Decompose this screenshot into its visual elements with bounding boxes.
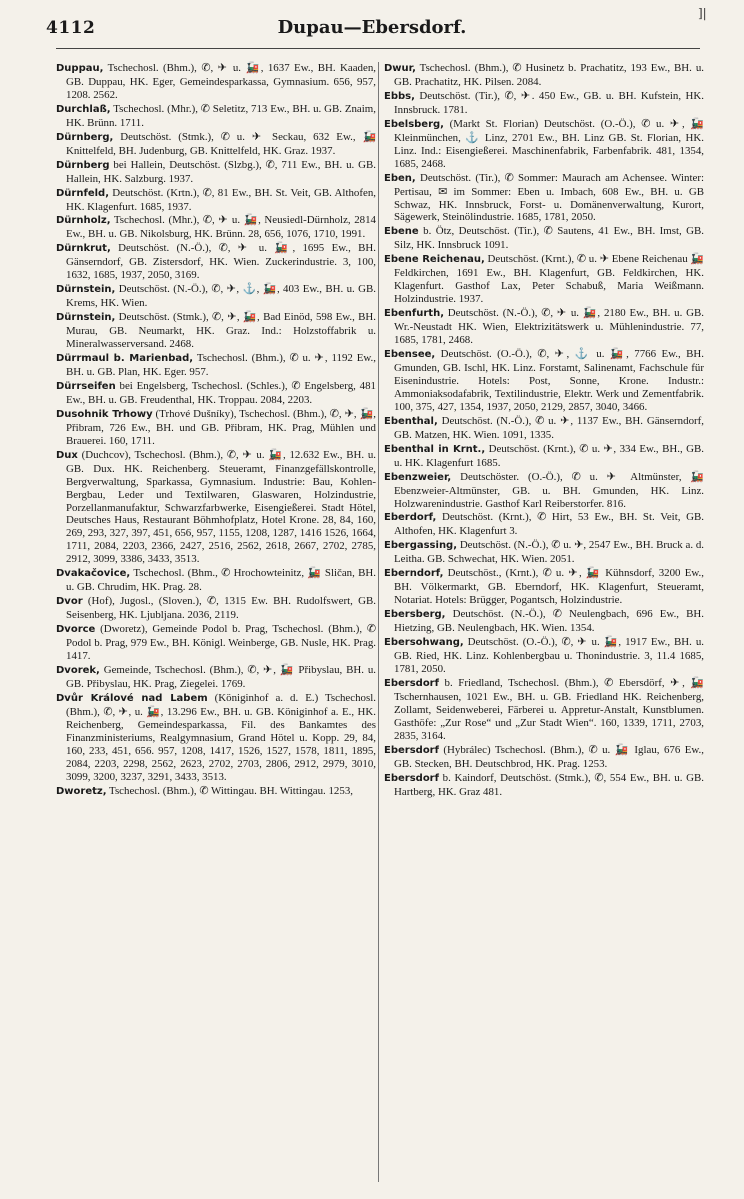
gazetteer-entry [56, 311, 376, 351]
entry-text: (Hof), Jugosl., (Sloven.), ✆, 1315 Ew. BH. Rudolfswert, GB. Seisenberg, HK. Ljubljana. 2036, 2119. [66, 595, 376, 622]
gazetteer-entry [384, 636, 704, 676]
gazetteer-entry [56, 352, 376, 379]
entry-text: Deutschöster. (O.-Ö.), ✆ u. ✈ Altmünster, 🚂 Ebenzweier-Altmünster, GB. u. BH. Gmunden, HK. Linz. Holzwarenindustrie. Gasthof Karl Reiberstorfer. 816. [394, 470, 704, 510]
entry-headword: Dürnberg [56, 159, 110, 171]
gazetteer-entry [56, 103, 376, 130]
entry-headword: Dux [56, 449, 78, 461]
entry-headword: Dvorek, [56, 664, 100, 676]
gazetteer-entry [56, 283, 376, 310]
entry-text: b. Kaindorf, Deutschöst. (Stmk.), ✆, 554 Ew., BH. u. GB. Hartberg, HK. Graz 481. [394, 771, 704, 798]
entry-headword: Dusohnik Trhowy [56, 408, 153, 420]
entry-headword: Duppau, [56, 63, 104, 74]
gazetteer-entry [384, 677, 704, 743]
gazetteer-entry [56, 380, 376, 407]
entry-text: (Markt St. Florian) Deutschöst. (O.-Ö.), ✆ u. ✈, 🚂 Kleinmünchen, ⚓ Linz, 2701 Ew., BH. Linz GB. St. Florian, HK. Linz. Ind.: Eisengießerei. Maschinenfabrik, Farbenfabrik. 481, 1354, 1685, 2468. [394, 117, 704, 170]
entry-headword: Dürnstein, [56, 284, 116, 296]
entry-headword: Ebene Reichenau, [384, 254, 485, 266]
gazetteer-entry [384, 225, 704, 252]
entry-text: Gemeinde, Tschechosl. (Bhm.), ✆, ✈, 🚂 Přibyslau, BH. u. GB. Přibyslau, HK. Prag, Ziegelei. 1769. [66, 663, 376, 690]
entry-text: (Trhové Dušníky), Tschechosl. (Bhm.), ✆, ✈, 🚂, Přibram, 726 Ew., BH. und GB. Přibram, HK. Prag, Mühlen und Brauerei. 160, 1711. [66, 407, 376, 447]
entry-headword: Dürnfeld, [56, 187, 109, 199]
entry-text: Deutschöst. (Krnt.), ✆ u. ✈ Ebene Reichenau 🚂 Feldkirchen, 1691 Ew., BH. Klagenfurt, GB. Feldkirchen, HK. Klagenfurt. Gasthof Lax, Peter Schabuß, Maria Weißmann. Holzindustrie. 1937. [394, 253, 704, 306]
entry-headword: Ebenzweier, [384, 471, 452, 483]
entry-text: Deutschöst. (N.-Ö.), ✆, ✈, ⚓, 🚂, 403 Ew., BH. u. GB. Krems, HK. Wien. [66, 283, 376, 310]
right-column [384, 62, 704, 799]
corner-marks: ]| [698, 6, 707, 20]
entry-headword: Ebensee, [384, 349, 436, 361]
page-title: Dupau—Ebersdorf. [277, 17, 467, 38]
entry-text: Tschechosl. (Bhm., ✆ Hrochowteinitz, 🚂 Sličan, BH. u. GB. Chrudim, HK. Prag. 28. [66, 567, 376, 594]
entry-headword: Dürrseifen [56, 380, 116, 392]
entry-headword: Eben, [384, 172, 416, 184]
entry-headword: Ebergassing, [384, 540, 458, 552]
entry-text: Deutschöst., (Krnt.), ✆ u. ✈, 🚂 Kühnsdorf, 3200 Ew., BH. Völkermarkt, GB. Eberndorf, HK. Klagenfurt, Steueramt, Notariat. Hotels: Brügger, Pogantsch, Holzindustrie. [394, 567, 704, 607]
gazetteer-entry [384, 511, 704, 538]
entry-headword: Ebersberg, [384, 609, 446, 621]
entry-headword: Dürnholz, [56, 215, 111, 227]
entry-headword: Ebenthal in Krnt., [384, 443, 486, 455]
entry-text: Deutschöst. (Krnt.), ✆ u. ✈, 334 Ew., BH., GB. u. HK. Klagenfurt 1685. [394, 442, 704, 469]
entry-text: Deutschöst. (Tir.), ✆, ✈. 450 Ew., GB. u. BH. Kufstein, HK. Innsbruck. 1781. [394, 89, 704, 116]
gazetteer-entry [56, 664, 376, 691]
entry-text: (Dworetz), Gemeinde Podol b. Prag, Tschechosl. (Bhm.), ✆ Podol b. Prag, 979 Ew., BH. Königl. Weinberge, GB. Nusle, HK. Prag. 1417. [66, 623, 376, 662]
entry-headword: Dürnstein, [56, 312, 116, 324]
gazetteer-entry [384, 415, 704, 442]
gazetteer-entry [56, 785, 376, 799]
gazetteer-entry [384, 608, 704, 635]
gazetteer-entry [56, 62, 376, 102]
entry-text: Deutschöst. (N.-Ö.), ✆ u. ✈, 1137 Ew., BH. Gänserndorf, GB. Matzen, HK. Wien. 1091, 1335. [394, 414, 704, 441]
entry-headword: Ebelsberg, [384, 118, 444, 130]
entry-text: Tschechosl. (Mhr.), ✆, ✈ u. 🚂, Neusiedl-Dürnholz, 2814 Ew., BH. u. GB. Nikolsburg, HK. Brünn. 28, 656, 1076, 1710, 1991. [66, 214, 376, 241]
entry-headword: Dürnberg, [56, 131, 114, 143]
gazetteer-entry [56, 214, 376, 241]
gazetteer-entry [56, 131, 376, 158]
entry-text: Deutschöst. (Stmk.), ✆ u. ✈ Seckau, 632 Ew., 🚂 Knittelfeld, BH. Judenburg, GB. Knittelfeld, HK. Graz. 1937. [66, 130, 376, 157]
entry-headword: Eberdorf, [384, 512, 437, 524]
entry-headword: Ebenfurth, [384, 308, 444, 320]
entry-headword: Dvůr Králové nad Labem [56, 692, 208, 704]
gazetteer-entry [384, 772, 704, 799]
entry-text: Deutschöst. (Krnt.), ✆ Hirt, 53 Ew., BH. St. Veit, GB. Althofen, HK. Klagenfurt 3. [394, 511, 704, 538]
gazetteer-entry [384, 90, 704, 117]
entry-text: Deutschöst. (O.-Ö.), ✆, ✈ u. 🚂, 1917 Ew., BH. u. GB. Ried, HK. Linz. Kohlenbergbau u. Thonindustrie. 3, 11.4 1685, 1781, 2050. [394, 636, 704, 675]
gazetteer-entry [384, 443, 704, 470]
page-number: 4112 [46, 18, 96, 38]
entry-headword: Ebene [384, 226, 419, 238]
gazetteer-entry [384, 62, 704, 89]
left-column [56, 62, 376, 799]
entry-text: Deutschöst. (O.-Ö.), ✆, ✈, ⚓ u. 🚂, 7766 Ew., BH. Gmunden, GB. Ischl, HK. Linz. Forstamt, Salinenamt, Fachschule für Eisenindustrie. Hotels: Post, Sonne, Krone. Industr.: Ammoniaksodafabrik, Textilindustrie, Elektr. Werk und Zementfabrik. 100, 375, 427, 1354, 1937, 2050, 2129, 2857, 3040, 3466. [394, 348, 704, 413]
entry-text: b. Ötz, Deutschöst. (Tir.), ✆ Sautens, 41 Ew., BH. Imst, GB. Silz, HK. Innsbruck 1091. [394, 225, 704, 252]
entry-text: Deutschöst. (N.-Ö.), ✆, ✈ u. 🚂, 2180 Ew., BH. u. GB. Wr.-Neustadt HK. Wien, Elektrizitätswerk u. Mühlenindustrie. 77, 1685, 1781, 2468. [394, 307, 704, 347]
gazetteer-entry [384, 744, 704, 771]
gazetteer-entry [56, 623, 376, 663]
header-rule [56, 48, 700, 49]
entry-text: Deutschöst. (Krtn.), ✆, 81 Ew., BH. St. Veit, GB. Althofen, HK. Klagenfurt. 1685, 1937. [66, 186, 376, 213]
entry-headword: Dwur, [384, 63, 416, 74]
entry-text: Deutschöst. (N.-Ö.), ✆ Neulengbach, 696 Ew., BH. Hietzing, GB. Neulengbach, HK. Wien. 1354. [394, 608, 704, 635]
gazetteer-entry [56, 595, 376, 622]
gazetteer-entry [384, 307, 704, 347]
entry-text: (Königinhof a. d. E.) Tschechosl. (Bhm.), ✆, ✈, u. 🚂, 13.296 Ew., BH. u. GB. Königinhof a. E., HK. Reichenberg, Gemeindesparkassa, Fil. des Bankamtes des Finanzministeriums, Realgymnasium, Grand Hötel u. Kopp. 29, 84, 160, 233, 451, 656. 957, 1208, 1417, 1526, 1527, 1578, 1811, 1895, 2084, 2203, 2298, 2562, 2623, 2702, 2703, 2806, 2912, 2979, 3010, 3099, 3200, 3237, 3291, 3433, 3513. [66, 691, 376, 783]
gazetteer-entry [56, 408, 376, 448]
gazetteer-entry [56, 159, 376, 186]
entry-headword: Ebbs, [384, 90, 415, 102]
entry-headword: Dürnkrut, [56, 243, 111, 255]
entry-text: b. Friedland, Tschechosl. (Bhm.), ✆ Ebersdörf, ✈, 🚂 Tschernhausen, 1021 Ew., BH. u. GB. Friedland HK. Reichenberg, Zollamt, Seidenweberei, Färberei u. Appretur-Anstalt, Kunstblumen. Gasthöfe: „Zur Rose“ und „Zur Stadt Wien“. 160, 1339, 1711, 2703, 2835, 3164. [394, 676, 704, 742]
entry-headword: Dürrmaul b. Marienbad, [56, 353, 194, 365]
gazetteer-entry [384, 172, 704, 225]
gazetteer-entry [384, 539, 704, 566]
entry-headword: Ebersohwang, [384, 637, 464, 649]
entry-text: Deutschöst. (Tir.), ✆ Sommer: Maurach am Achensee. Winter: Pertisau, ✉ im Sommer: Eben u. Imbach, 608 Ew., BH. u. GB Schwaz, HK. Innsbruck, Forst- u. Domänenverwaltung, Kurort, Sägewerk, Steinölindustrie. 1685, 1781, 2050. [394, 171, 704, 224]
entry-text: Tschechosl. (Bhm.), ✆ Wittingau. BH. Wittingau. 1253, [106, 784, 353, 797]
entry-headword: Dvakačovice, [56, 568, 131, 580]
entry-text: (Hybrálec) Tschechosl. (Bhm.), ✆ u. 🚂 Iglau, 676 Ew., GB. Stecken, BH. Deutschbrod, HK. Prag. 1253. [394, 743, 704, 770]
entry-headword: Ebenthal, [384, 415, 438, 427]
entry-text: Deutschöst. (N.-Ö.), ✆, ✈ u. 🚂, 1695 Ew., BH. Gänserndorf, GB. Zistersdorf, HK. Wien. Zuckerindustrie. 3, 100, 1632, 1685, 1937, 2050, 3169. [66, 242, 376, 282]
entry-text: Deutschöst. (N.-Ö.), ✆ u. ✈, 2547 Ew., BH. Bruck a. d. Leitha. GB. Schwechat, HK. Wien. 2051. [394, 539, 704, 566]
entry-headword: Ebersdorf [384, 677, 439, 689]
gazetteer-entry [384, 253, 704, 306]
entry-headword: Ebersdorf [384, 772, 439, 784]
column-divider [378, 62, 379, 1182]
entry-headword: Dvorce [56, 624, 96, 636]
entry-text: Tschechosl. (Bhm.), ✆ u. ✈, 1192 Ew., BH. u. GB. Plan, HK. Eger. 957. [66, 352, 377, 378]
entry-text: Tschechosl. (Bhm.), ✆ Husinetz b. Prachatitz, 193 Ew., BH. u. GB. Prachatitz, HK. Pilsen. 2084. [394, 62, 704, 88]
gazetteer-entry [56, 242, 376, 282]
gazetteer-entry [384, 471, 704, 511]
gazetteer-entry [56, 692, 376, 784]
entry-headword: Ebersdorf [384, 744, 439, 756]
entry-text: Deutschöst. (Stmk.), ✆, ✈, 🚂, Bad Einöd, 598 Ew., BH. Murau, GB. Neumarkt, HK. Graz. Ind.: Holzstoffabrik u. Mineralwasserversand. 2468. [66, 311, 376, 351]
page-header [0, 0, 744, 50]
entry-headword: Durchlaß, [56, 103, 111, 115]
entry-headword: Eberndorf, [384, 568, 444, 580]
gazetteer-entry [384, 348, 704, 414]
entry-text: Tschechosl. (Bhm.), ✆, ✈ u. 🚂, 1637 Ew., BH. Kaaden, GB. Duppau, HK. Eger, Gemeindesparkassa, Gymnasium. 656, 957, 1208. 2562. [66, 62, 376, 101]
entry-headword: Dworetz, [56, 785, 107, 797]
gazetteer-entry [384, 118, 704, 171]
entry-text: Tschechosl. (Mhr.), ✆ Seletitz, 713 Ew., BH. u. GB. Znaim, HK. Brünn. 1711. [66, 102, 376, 129]
entry-text: (Duchcov), Tschechosl. (Bhm.), ✆, ✈ u. 🚂, 12.632 Ew., BH. u. GB. Dux. HK. Reichenberg. Steueramt, Finanzgefällskontrolle, Bergverwaltung, Sparkassa, Gymnasium. Industrie: Bau, Kohlen-Bergbau, Leder und Textilwaren, Glaswaren, Holzindustrie, Porzellanmanufaktur, Schwarzfarbwerke, Eisengießerei. Stadt Hötel, Deutsches Haus, Restaurant Böhmhofplatz, Hotel Krone. 28, 84, 160, 269, 293, 327, 397, 451, 656, 957, 1155, 1208, 1287, 1416 1526, 1664, 1711, 2084, 2203, 2366, 2427, 2516, 2562, 2618, 2667, 2702, 2785, 2912, 3099, 3386, 3433, 3513. [66, 448, 376, 566]
entry-headword: Dvor [56, 596, 83, 608]
gazetteer-entry [56, 449, 376, 567]
gazetteer-entry [56, 567, 376, 594]
gazetteer-entry [56, 187, 376, 214]
entry-text: bei Hallein, Deutschöst. (Slzbg.), ✆, 711 Ew., BH. u. GB. Hallein, HK. Salzburg. 1937. [66, 158, 376, 185]
entry-text: bei Engelsberg, Tschechosl. (Schles.), ✆ Engelsberg, 481 Ew., BH. u. GB. Freudenthal, HK. Troppau. 2084, 2203. [66, 379, 376, 406]
gazetteer-entry [384, 567, 704, 607]
